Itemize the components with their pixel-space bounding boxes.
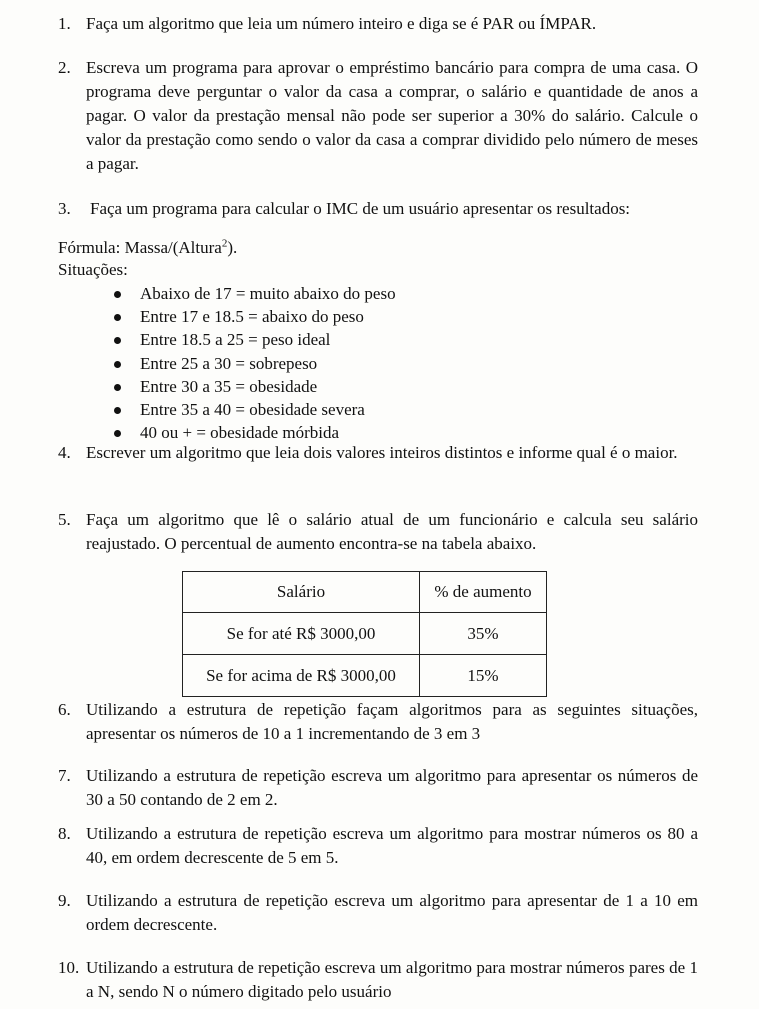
- table-cell: Se for até R$ 3000,00: [183, 613, 420, 655]
- table-cell: Se for acima de R$ 3000,00: [183, 655, 420, 697]
- question-text: Faça um algoritmo que leia um número inteiro e diga se é PAR ou ÍMPAR.: [86, 14, 597, 33]
- question-6: [58, 698, 698, 746]
- question-4: [58, 441, 698, 465]
- question-text: Faça um algoritmo que lê o salário atual de um funcionário e calcula seu salário reajustado. O percentual de aumento encontra-se na tabela abaixo.: [86, 510, 698, 553]
- question-text: Utilizando a estrutura de repetição façam algoritmos para as seguintes situações, apresentar os números de 10 a 1 incrementando de 3 em 3: [86, 700, 698, 743]
- question-text: Faça um programa para calcular o IMC de um usuário apresentar os resultados:: [90, 199, 631, 218]
- table-header-cell: Salário: [183, 572, 420, 613]
- list-item: Entre 30 a 35 = obesidade: [112, 375, 396, 398]
- situacoes-label: Situações:: [58, 260, 128, 279]
- list-item: Entre 18.5 a 25 = peso ideal: [112, 328, 396, 351]
- table-row: [183, 655, 547, 697]
- question-number: 2.: [58, 58, 71, 77]
- question-number: 1.: [58, 14, 71, 33]
- question-number: 5.: [58, 510, 71, 529]
- list-item: Abaixo de 17 = muito abaixo do peso: [112, 282, 396, 305]
- question-10: [58, 956, 698, 1004]
- question-number: 8.: [58, 824, 71, 843]
- list-item: 40 ou + = obesidade mórbida: [112, 421, 396, 444]
- question-8: [58, 822, 698, 870]
- question-number: 9.: [58, 891, 71, 910]
- question-text: Utilizando a estrutura de repetição escreva um algoritmo para apresentar os números de 30 a 50 contando de 2 em 2.: [86, 766, 698, 809]
- question-number: 4.: [58, 443, 71, 462]
- table-header-row: [183, 572, 547, 613]
- question-text: Utilizando a estrutura de repetição escreva um algoritmo para apresentar de 1 a 10 em ordem decrescente.: [86, 891, 698, 934]
- question-2: [58, 56, 698, 176]
- question-text: Escreva um programa para aprovar o empréstimo bancário para compra de uma casa. O programa deve perguntar o valor da casa a comprar, o salário e quantidade de anos a pagar. O valor da prestação mensal não pode ser superior a 30% do salário. Calcule o valor da prestação como sendo o valor da casa a comprar dividido pelo número de meses a pagar.: [86, 58, 698, 173]
- question-7: [58, 764, 698, 812]
- question-text: Escrever um algoritmo que leia dois valores inteiros distintos e informe qual é o maior.: [86, 443, 678, 462]
- question-1: [58, 12, 698, 36]
- question-3: [58, 197, 698, 221]
- formula-suffix: ).: [227, 238, 238, 257]
- table-cell: 35%: [420, 613, 547, 655]
- table-header-cell: % de aumento: [420, 572, 547, 613]
- question-9: [58, 889, 698, 937]
- salary-table: [182, 571, 547, 697]
- question-5: [58, 508, 698, 556]
- question-number: 7.: [58, 766, 71, 785]
- list-item: Entre 35 a 40 = obesidade severa: [112, 398, 396, 421]
- question-number: 10.: [58, 958, 80, 977]
- question-number: 6.: [58, 700, 71, 719]
- table-cell: 15%: [420, 655, 547, 697]
- list-item: Entre 25 a 30 = sobrepeso: [112, 352, 396, 375]
- table-row: [183, 613, 547, 655]
- formula-exponent: 2: [221, 237, 228, 250]
- formula-prefix: Fórmula: Massa/(Altura: [58, 238, 222, 257]
- question-text: Utilizando a estrutura de repetição escreva um algoritmo para mostrar números os 80 a 40, em ordem decrescente de 5 em 5.: [86, 824, 698, 867]
- situacoes-list: [112, 282, 396, 444]
- list-item: Entre 17 e 18.5 = abaixo do peso: [112, 305, 396, 328]
- question-text: Utilizando a estrutura de repetição escreva um algoritmo para mostrar números pares de 1 a N, sendo N o número digitado pelo usuário: [86, 958, 698, 1001]
- question-number: 3.: [58, 199, 71, 218]
- imc-formula: [58, 237, 237, 259]
